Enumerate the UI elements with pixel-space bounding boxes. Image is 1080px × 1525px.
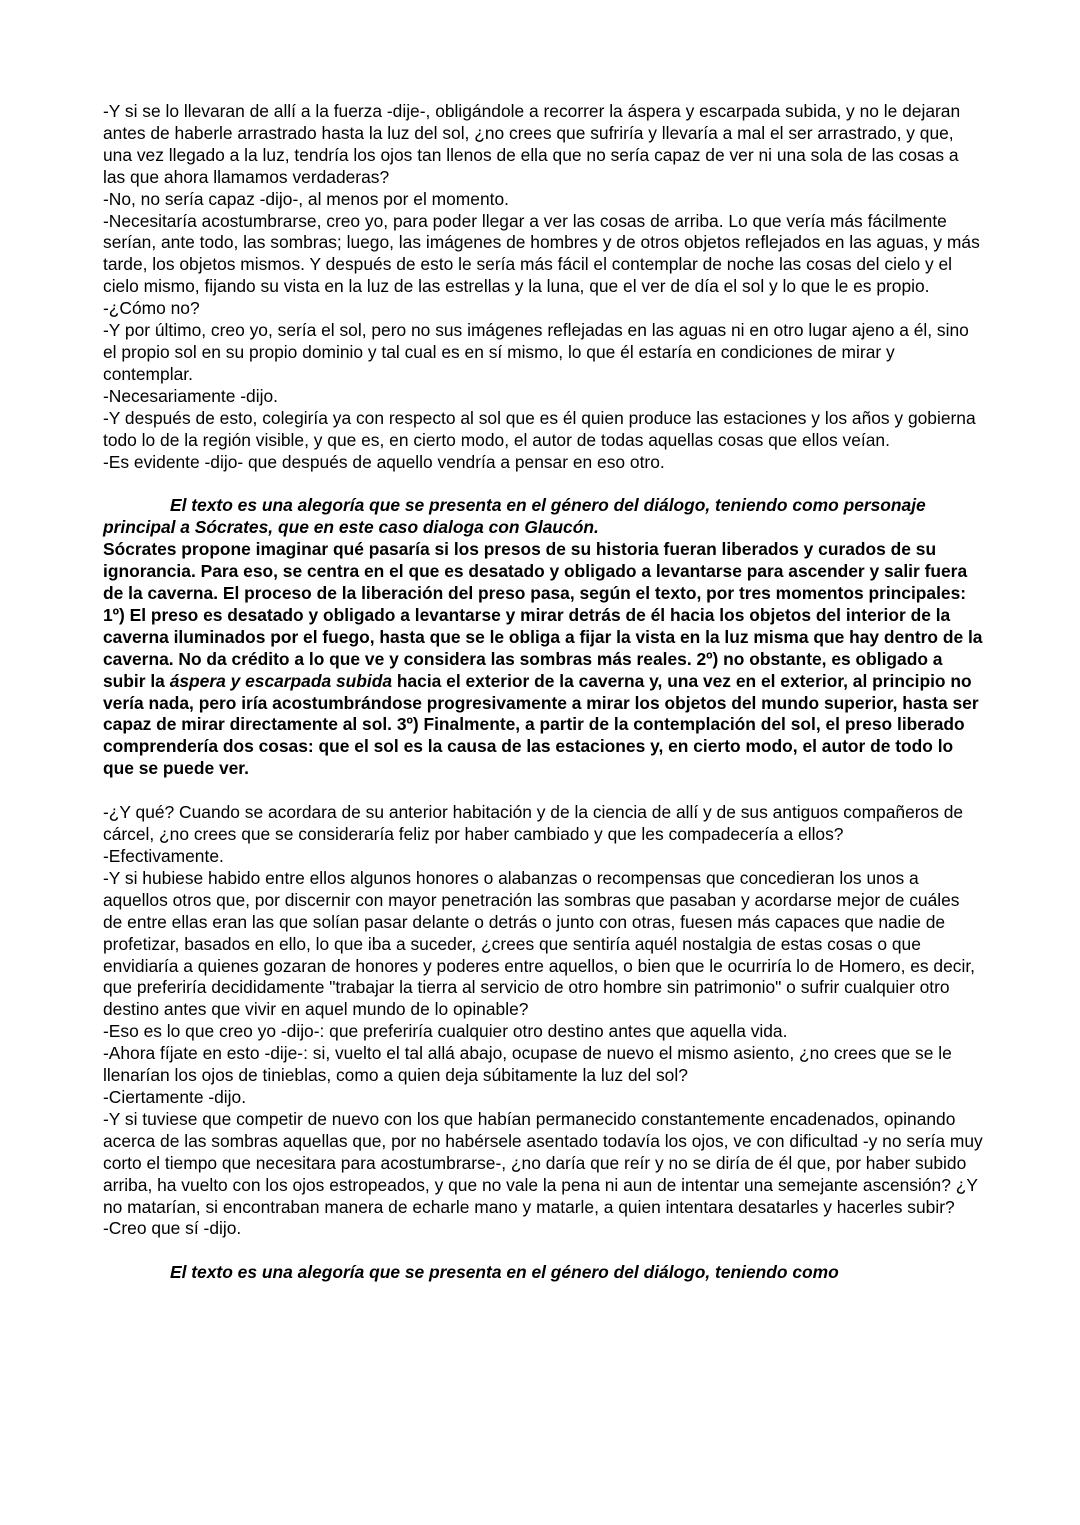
dialogue-line: -Y si tuviese que competir de nuevo con los que habían permanecido constantemente encadenados, opinando acerca de las sombras aquellas que, por no habérsele asentado todavía los ojos, ve con dificultad -y no sería muy corto el tiempo que necesitara para acostumbrarse-, ¿no daría que reír y no se diría de él que, por haber subido arriba, ha vuelto con los ojos estropeados, y que no vale la pena ni aun de intentar una semejante ascensión? ¿Y no matarían, si encontraban manera de echarle mano y matarle, a quien intentara desatarles y hacerles subir? [103,1108,983,1217]
dialogue-section-2 [103,802,983,1240]
dialogue-line: -Eso es lo que creo yo -dijo-: que preferiría cualquier otro destino antes que aquella vida. [103,1021,788,1042]
dialogue-line: -Creo que sí -dijo. [103,1218,242,1239]
document-page [103,101,983,1284]
dialogue-line: -Ahora fíjate en esto -dije-: si, vuelto el tal allá abajo, ocupase de nuevo el mismo asiento, ¿no crees que se le llenarían los ojos de tinieblas, como a quien deja súbitamente la luz del sol? [103,1043,952,1086]
dialogue-line: -Necesitaría acostumbrarse, creo yo, para poder llegar a ver las cosas de arriba. Lo que vería más fácilmente serían, ante todo, las sombras; luego, las imágenes de hombres y de otros objetos reflejados en las aguas, y más tarde, los objetos mismos. Y después de esto le sería más fácil el contemplar de noche las cosas del cielo y el cielo mismo, fijando su vista en la luz de las estrellas y la luna, que el ver de día el sol y lo que le es propio. [103,210,980,297]
dialogue-line: -Y si hubiese habido entre ellos algunos honores o alabanzas o recompensas que concedieran los unos a aquellos otros que, por discernir con mayor penetración las sombras que pasaban y acordarse mejor de cuáles de entre ellas eran las que solían pasar delante o detrás o junto con otras, fuesen más capaces que nadie de profetizar, basados en ello, lo que iba a suceder, ¿crees que sentiría aquél nostalgia de estas cosas o que envidiaría a quienes gozaran de honores y poderes entre aquellos, o bien que le ocurriría lo de Homero, es decir, que preferiría decididamente "trabajar la tierra al servicio de otro hombre sin patrimonio" o sufrir cualquier otro destino antes que vivir en aquel mundo de lo opinable? [103,867,976,1020]
dialogue-line: -Ciertamente -dijo. [103,1086,247,1107]
dialogue-line: -Y por último, creo yo, sería el sol, pero no sus imágenes reflejadas en las aguas ni en otro lugar ajeno a él, sino el propio sol en su propio dominio y tal cual es en sí mismo, lo que él estaría en condiciones de mirar y contemplar. [103,320,969,384]
commentary-body-italic: áspera y escarpada subida [169,670,393,691]
dialogue-line: -Necesariamente -dijo. [103,385,278,406]
dialogue-line: -Y si se lo llevaran de allí a la fuerza -dije-, obligándole a recorrer la áspera y escarpada subida, y no le dejaran antes de haberle arrastrado hasta la luz del sol, ¿no crees que sufriría y llevaría a mal el ser arrastrado, y que, una vez llegado a la luz, tendría los ojos tan llenos de ella que no sería capaz de ver ni una sola de las cosas a las que ahora llamamos verdaderas? [103,101,961,187]
dialogue-line: -Y después de esto, colegiría ya con respecto al sol que es él quien produce las estaciones y los años y gobierna todo lo de la región visible, y que es, en cierto modo, el autor de todas aquellas cosas que ellos veían. [103,407,976,450]
commentary-body-part: Sócrates propone imaginar qué pasaría si los presos de su historia fueran liberados y curados de su ignorancia. Para eso, se centra en el que es desatado y obligado a levantarse para ascender y salir fuera de la caverna. El proceso de la liberación del preso pasa, según el texto, por tres momentos principales: 1º) El preso es desatado y obligado a levantarse y mirar detrás de él hacia los objetos del interior de la caverna iluminados por el fuego, hasta que se le obliga a fijar la vista en la luz misma que hay dentro de la caverna. No da crédito a lo que ve y considera las sombras más reales. 2º) no obstante, es obligado a subir la [103,539,983,691]
dialogue-line: -¿Cómo no? [103,298,200,319]
commentary-body [103,539,983,780]
dialogue-line: -No, no sería capaz -dijo-, al menos por el momento. [103,188,509,209]
dialogue-line: -¿Y qué? Cuando se acordara de su anterior habitación y de la ciencia de allí y de sus antiguos compañeros de cárcel, ¿no crees que se consideraría feliz por haber cambiado y que les compadecería a ellos? [103,802,964,845]
dialogue-section-1 [103,101,983,473]
dialogue-line: -Efectivamente. [103,846,224,866]
commentary-section [103,495,983,780]
commentary-lead: El texto es una alegoría que se presenta en el género del diálogo, teniendo como personaje principal a Sócrates, que en este caso dialoga con Glaucón. [103,495,926,538]
dialogue-line: -Es evidente -dijo- que después de aquello vendría a pensar en eso otro. [103,451,665,472]
commentary-body-part: hacia el exterior de la caverna y, una vez en el exterior, al principio no vería nada, pero iría acostumbrándose progresivamente a mirar los objetos del mundo superior, hasta ser capaz de mirar directamente al sol. 3º) Finalmente, a partir de la contemplación del sol, el preso liberado comprendería dos cosas: que el sol es la causa de las estaciones y, en cierto modo, el autor de todo lo que se puede ver. [103,670,979,779]
commentary-lead-repeat: El texto es una alegoría que se presenta en el género del diálogo, teniendo como [170,1262,839,1283]
